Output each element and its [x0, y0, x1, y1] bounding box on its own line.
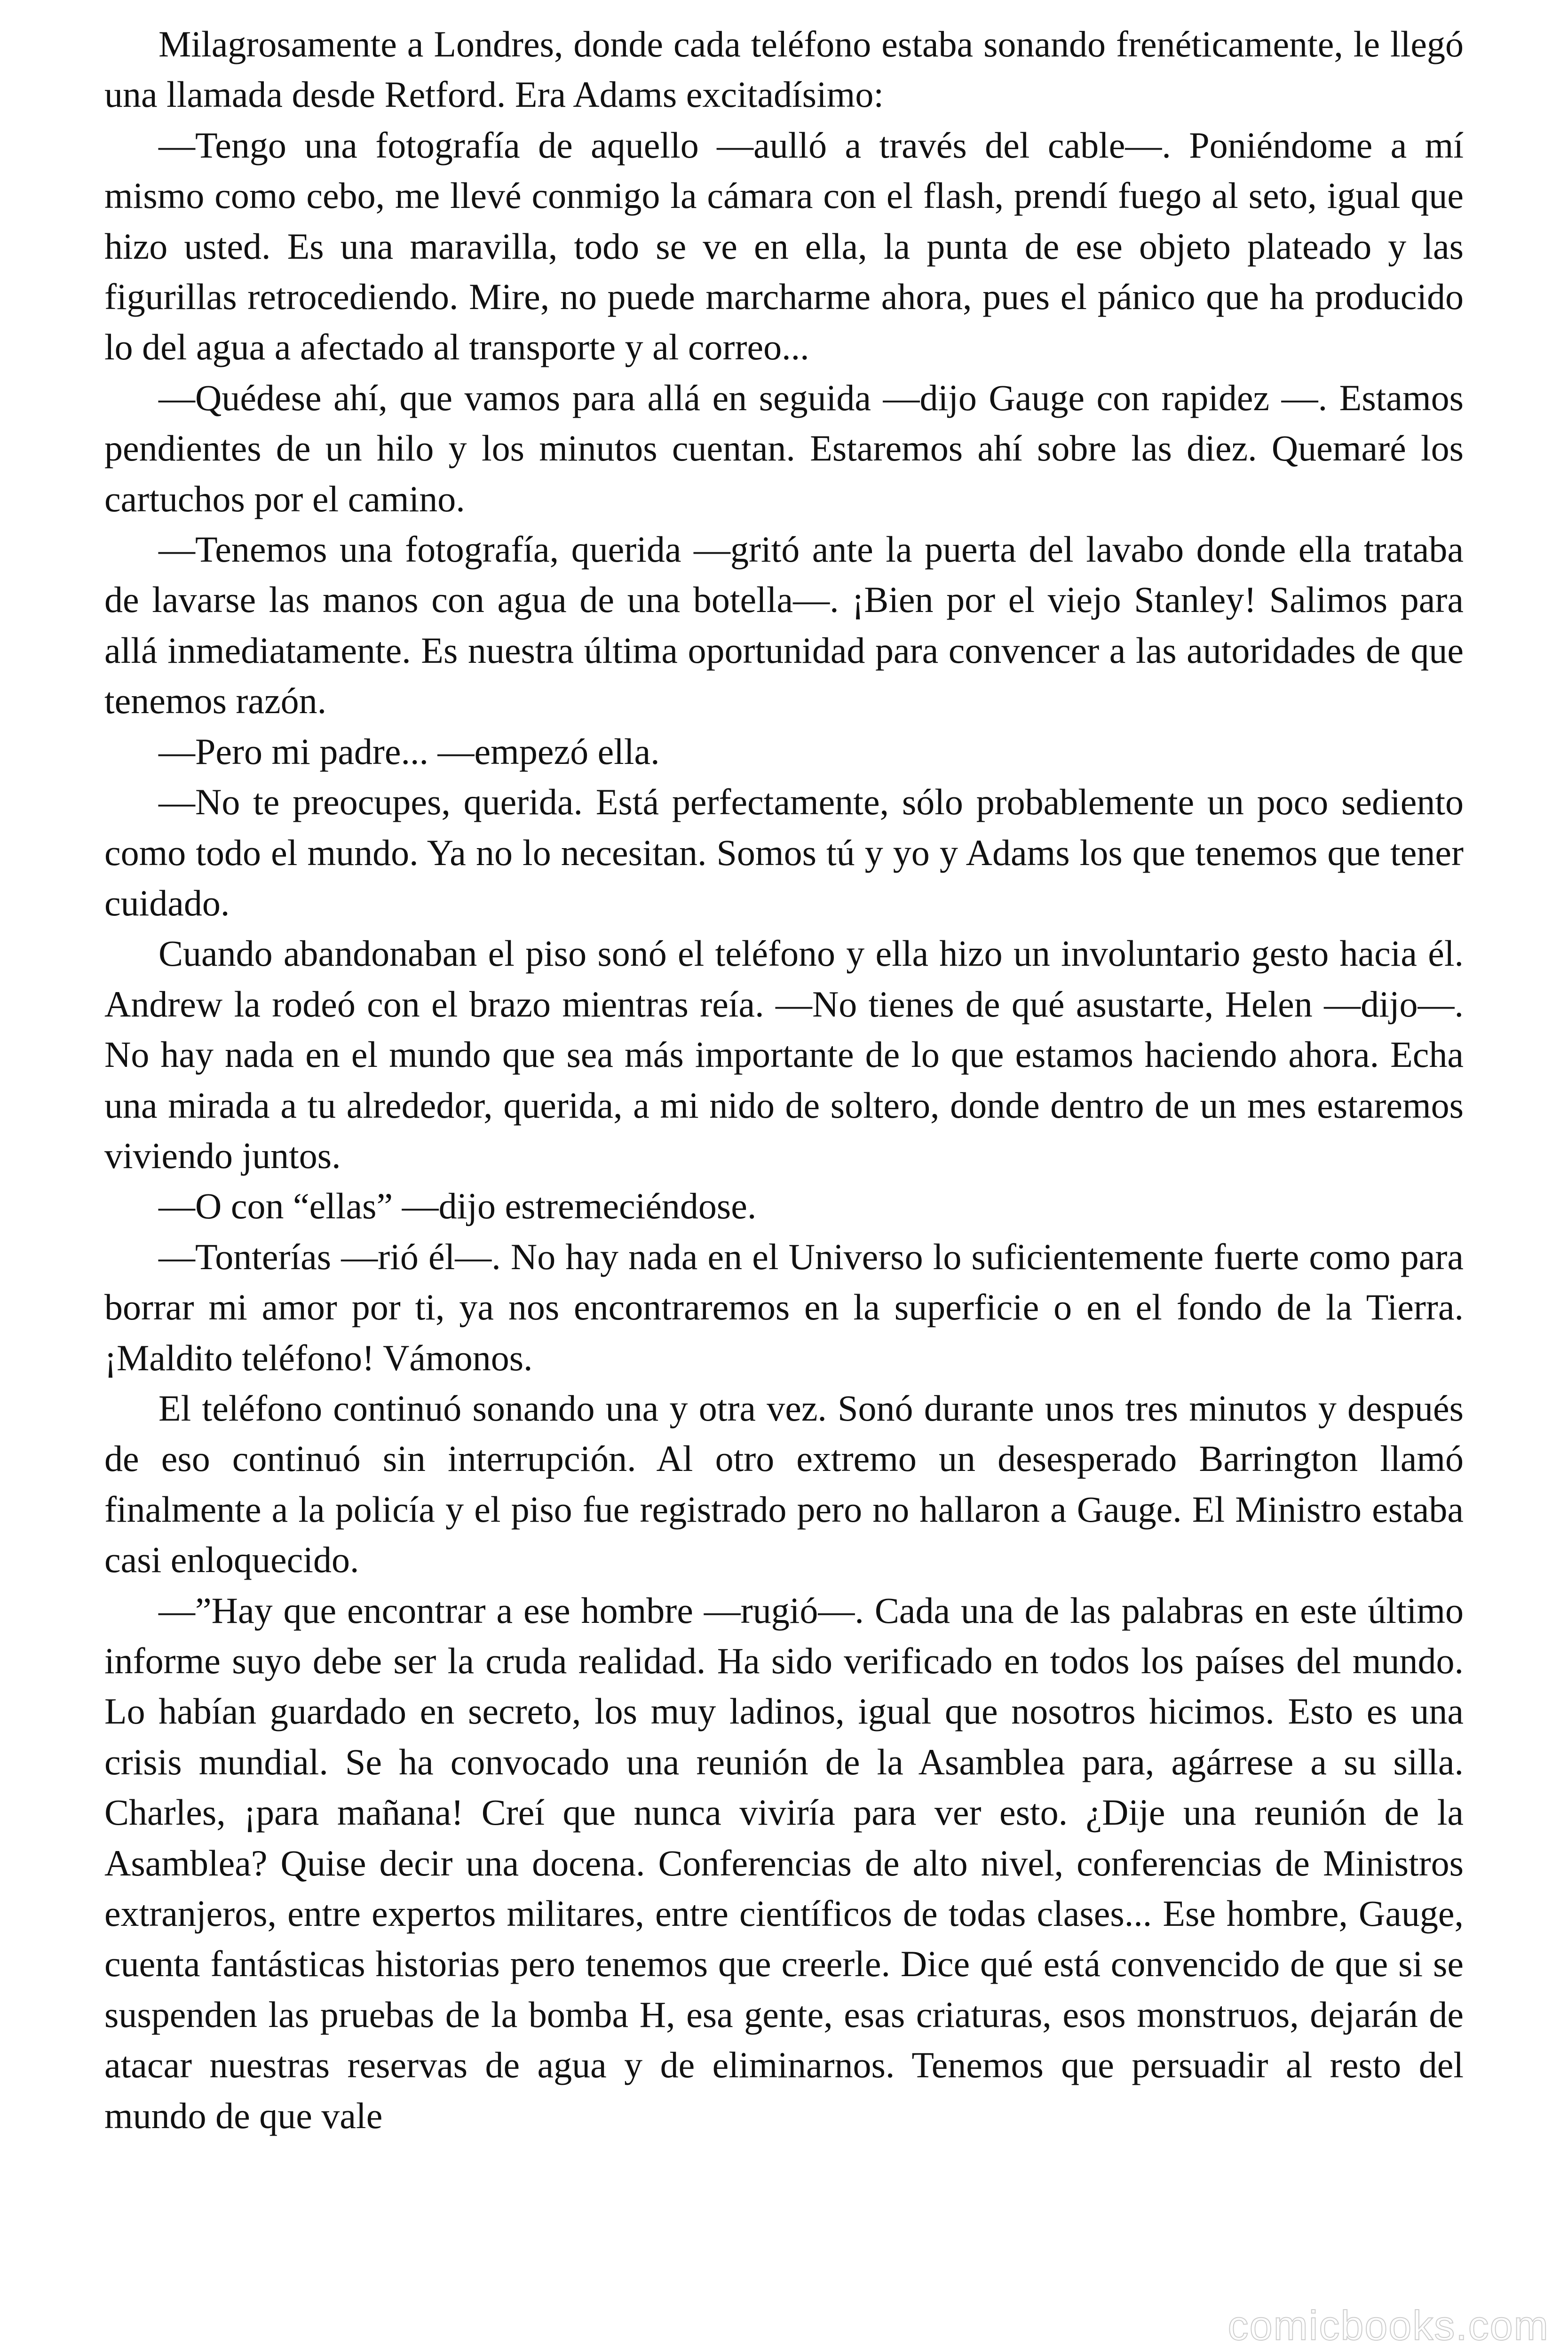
book-page	[104, 19, 1464, 2305]
paragraph-11: —”Hay que encontrar a ese hombre —rugió—. Cada una de las palabras en este último informe suyo debe ser la cruda realidad. Ha sido verificado en todos los países del mundo. Lo habían guardado en secreto, los muy ladinos, igual que nosotros hicimos. Esto es una crisis mundial. Se ha convocado una reunión de la Asamblea para, agárrese a su silla. Charles, ¡para mañana! Creí que nunca viviría para ver esto. ¿Dije una reunión de la Asamblea? Quise decir una docena. Conferencias de alto nivel, conferencias de Ministros extranjeros, entre expertos militares, entre científicos de todas clases... Ese hombre, Gauge, cuenta fantásticas historias pero tenemos que creerle. Dice qué está convencido de que si se suspenden las pruebas de la bomba H, esa gente, esas criaturas, esos monstruos, dejarán de atacar nuestras reservas de agua y de eliminarnos. Tenemos que persuadir al resto del mundo de que vale	[104, 1589, 1464, 2136]
paragraph-4: —Tenemos una fotografía, querida —gritó ante la puerta del lavabo donde ella trataba de lavarse las manos con agua de una botella—. ¡Bien por el viejo Stanley! Salimos para allá inmediatamente. Es nuestra última oportunidad para convencer a las autoridades de que tenemos razón.	[104, 529, 1464, 722]
paragraph-2: —Tengo una fotografía de aquello —aulló a través del cable—. Poniéndome a mí mismo como cebo, me llevé conmigo la cámara con el flash, prendí fuego al seto, igual que hizo usted. Es una maravilla, todo se ve en ella, la punta de ese objeto plateado y las figurillas retrocediendo. Mire, no puede marcharme ahora, pues el pánico que ha producido lo del agua a afectado al transporte y al correo...	[104, 124, 1464, 368]
paragraph-8: —O con “ellas” —dijo estremeciéndose.	[158, 1185, 757, 1227]
paragraph-9: —Tonterías —rió él—. No hay nada en el Universo lo suficientemente fuerte como para borrar mi amor por ti, ya nos encontraremos en la superficie o en el fondo de la Tierra. ¡Maldito teléfono! Vámonos.	[104, 1236, 1464, 1378]
paragraph-10: El teléfono continuó sonando una y otra vez. Sonó durante unos tres minutos y después de eso continuó sin interrupción. Al otro extremo un desesperado Barrington llamó finalmente a la policía y el piso fue registrado pero no hallaron a Gauge. El Ministro estaba casi enloquecido.	[104, 1387, 1464, 1581]
paragraph-6: —No te preocupes, querida. Está perfectamente, sólo probablemente un poco sediento como todo el mundo. Ya no lo necesitan. Somos tú y yo y Adams los que tenemos que tener cuidado.	[104, 781, 1464, 923]
paragraph-5: —Pero mi padre... —empezó ella.	[158, 731, 660, 772]
watermark-text: comicbooks.com	[1227, 2302, 1549, 2349]
paragraph-7: Cuando abandonaban el piso sonó el teléfono y ella hizo un involuntario gesto hacia él. Andrew la rodeó con el brazo mientras reía. —No tienes de qué asustarte, Helen —dijo—. No hay nada en el mundo que sea más importante de lo que estamos haciendo ahora. Echa una mirada a tu alrededor, querida, a mi nido de soltero, donde dentro de un mes estaremos viviendo juntos.	[104, 933, 1464, 1176]
paragraph-3: —Quédese ahí, que vamos para allá en seguida —dijo Gauge con rapidez —. Estamos pendientes de un hilo y los minutos cuentan. Estaremos ahí sobre las diez. Quemaré los cartuchos por el camino.	[104, 377, 1464, 519]
paragraph-1: Milagrosamente a Londres, donde cada teléfono estaba sonando frenéticamente, le llegó una llamada desde Retford. Era Adams excitadísimo:	[104, 24, 1464, 115]
